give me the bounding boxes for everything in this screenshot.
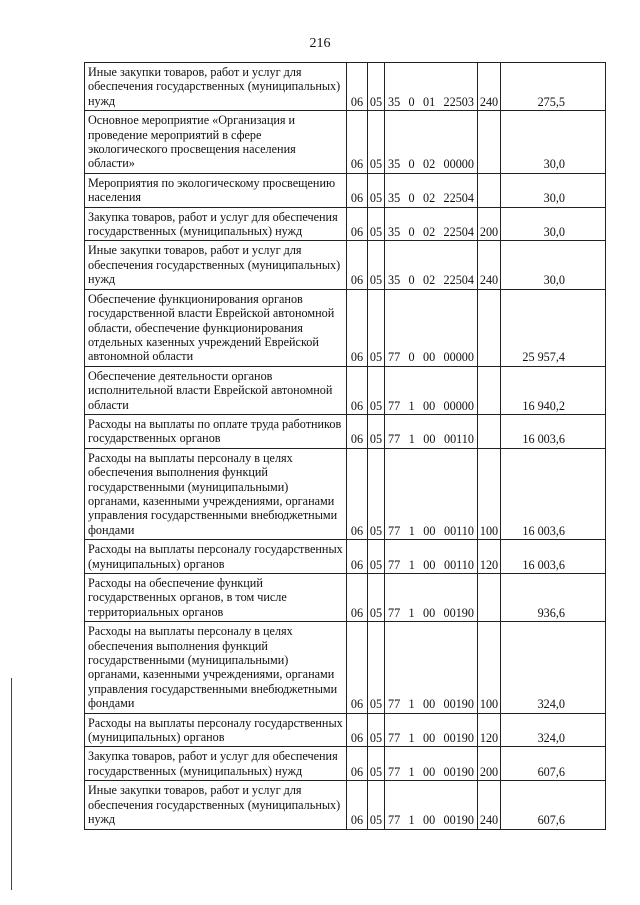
row-name: Иные закупки товаров, работ и услуг для обеспечения государственных (муниципальных) нужд [85,241,347,289]
row-csr [385,289,478,366]
row-name: Основное мероприятие «Организация и проведение мероприятий в сфере экологического просвещения населения области» [85,111,347,174]
row-rz: 06 [347,747,368,781]
row-vr [478,366,501,414]
csr-part: 00000 [443,398,474,413]
row-csr [385,366,478,414]
row-csr [385,747,478,781]
row-csr [385,622,478,713]
row-vr: 100 [478,448,501,539]
csr-part: 1 [408,523,415,538]
row-rz: 06 [347,63,368,111]
row-pr: 05 [368,414,385,448]
csr-parts [386,697,476,711]
row-sum: 324,0 [501,622,606,713]
csr-parts [386,157,476,171]
row-rz: 06 [347,366,368,414]
table-body [85,63,606,830]
row-pr: 05 [368,63,385,111]
table-row [85,207,606,241]
csr-parts [386,191,476,205]
row-name: Закупка товаров, работ и услуг для обеспечения государственных (муниципальных) нужд [85,747,347,781]
row-csr [385,207,478,241]
row-name: Расходы на выплаты персоналу в целях обеспечения выполнения функций государственными (муниципальными) органами, казенными учреждениями, органами управления государственными внебюджетными фондами [85,448,347,539]
csr-part: 1 [408,764,415,779]
csr-parts [386,225,476,239]
csr-part: 00 [422,731,436,746]
margin-line [11,678,12,890]
row-rz: 06 [347,622,368,713]
row-rz: 06 [347,207,368,241]
row-pr: 05 [368,540,385,574]
csr-part: 02 [422,191,436,206]
csr-part: 00 [422,697,436,712]
csr-part: 00000 [443,157,474,172]
csr-part: 00190 [443,605,474,620]
csr-part: 00190 [443,697,474,712]
csr-part: 02 [422,225,436,240]
csr-part: 00190 [443,764,474,779]
row-sum: 16 003,6 [501,448,606,539]
csr-part: 22504 [443,191,474,206]
row-csr [385,781,478,829]
csr-part: 77 [388,557,401,572]
table-row [85,366,606,414]
csr-part: 1 [408,605,415,620]
table-row [85,173,606,207]
row-csr [385,63,478,111]
row-sum: 324,0 [501,713,606,747]
row-vr: 240 [478,781,501,829]
csr-part: 35 [388,191,401,206]
csr-part: 77 [388,731,401,746]
table-row [85,289,606,366]
row-name: Расходы на выплаты персоналу государственных (муниципальных) органов [85,540,347,574]
table-row [85,111,606,174]
row-sum: 16 003,6 [501,540,606,574]
csr-parts [386,350,476,364]
csr-part: 0 [408,273,415,288]
row-csr [385,713,478,747]
csr-part: 35 [388,94,401,109]
row-rz: 06 [347,574,368,622]
budget-table [84,62,606,830]
table-row [85,574,606,622]
csr-part: 01 [422,94,436,109]
row-name: Обеспечение деятельности органов исполнительной власти Еврейской автономной области [85,366,347,414]
csr-part: 77 [388,813,401,828]
row-csr [385,414,478,448]
row-vr: 240 [478,241,501,289]
row-pr: 05 [368,241,385,289]
row-vr: 120 [478,713,501,747]
csr-part: 00110 [443,557,474,572]
csr-part: 35 [388,157,401,172]
row-name: Обеспечение функционирования органов государственной власти Еврейской автономной области, обеспечение функционирования отдельных казенных учреждений Еврейской автономной области [85,289,347,366]
row-csr [385,540,478,574]
csr-part: 22504 [443,273,474,288]
row-csr [385,241,478,289]
row-rz: 06 [347,111,368,174]
csr-part: 1 [408,557,415,572]
csr-part: 00 [423,557,436,572]
row-rz: 06 [347,173,368,207]
csr-parts [386,432,476,446]
table-row [85,781,606,829]
csr-part: 1 [408,731,415,746]
csr-parts [386,731,476,745]
row-pr: 05 [368,781,385,829]
csr-parts [386,606,476,620]
row-name: Расходы на обеспечение функций государственных органов, в том числе территориальных органов [85,574,347,622]
row-sum: 275,5 [501,63,606,111]
csr-part: 00 [423,523,436,538]
row-pr: 05 [368,207,385,241]
csr-part: 0 [408,94,415,109]
csr-part: 00190 [443,813,474,828]
csr-part: 1 [408,432,415,447]
csr-part: 77 [388,523,401,538]
row-rz: 06 [347,781,368,829]
row-csr [385,111,478,174]
row-csr [385,448,478,539]
csr-part: 00000 [443,350,474,365]
row-vr: 240 [478,63,501,111]
csr-part: 0 [408,157,415,172]
row-sum: 30,0 [501,207,606,241]
table-row [85,713,606,747]
csr-part: 22504 [443,225,474,240]
row-pr: 05 [368,622,385,713]
row-rz: 06 [347,448,368,539]
row-pr: 05 [368,448,385,539]
csr-part: 77 [388,697,401,712]
row-pr: 05 [368,173,385,207]
row-rz: 06 [347,289,368,366]
row-rz: 06 [347,414,368,448]
csr-part: 02 [422,157,436,172]
csr-part: 00 [422,764,436,779]
csr-part: 00 [422,813,436,828]
row-vr [478,111,501,174]
csr-parts [386,95,476,109]
row-name: Расходы на выплаты персоналу в целях обеспечения выполнения функций государственными (муниципальными) органами, казенными учреждениями, органами управления государственными внебюджетными фондами [85,622,347,713]
csr-part: 00 [422,398,436,413]
row-sum: 936,6 [501,574,606,622]
row-pr: 05 [368,366,385,414]
row-pr: 05 [368,574,385,622]
csr-part: 77 [388,350,401,365]
csr-parts [386,524,476,538]
row-csr [385,574,478,622]
csr-part: 02 [422,273,436,288]
row-pr: 05 [368,111,385,174]
table-row [85,414,606,448]
row-sum: 30,0 [501,111,606,174]
table-row [85,747,606,781]
csr-part: 0 [408,225,415,240]
csr-part: 0 [408,191,415,206]
row-vr: 120 [478,540,501,574]
csr-part: 0 [408,350,415,365]
row-name: Иные закупки товаров, работ и услуг для обеспечения государственных (муниципальных) нужд [85,781,347,829]
table-row [85,540,606,574]
csr-part: 00190 [443,731,474,746]
row-rz: 06 [347,540,368,574]
row-name: Иные закупки товаров, работ и услуг для обеспечения государственных (муниципальных) нужд [85,63,347,111]
csr-part: 77 [388,398,401,413]
csr-part: 22503 [443,94,474,109]
csr-part: 35 [388,273,401,288]
row-sum: 16 003,6 [501,414,606,448]
csr-parts [386,813,476,827]
row-rz: 06 [347,241,368,289]
row-vr [478,173,501,207]
row-sum: 16 940,2 [501,366,606,414]
csr-part: 77 [388,432,401,447]
csr-part: 77 [388,764,401,779]
csr-parts [386,273,476,287]
row-sum: 25 957,4 [501,289,606,366]
csr-part: 00 [422,605,436,620]
table-row [85,622,606,713]
csr-part: 1 [408,697,415,712]
row-name: Мероприятия по экологическому просвещению населения [85,173,347,207]
row-sum: 30,0 [501,241,606,289]
row-vr [478,574,501,622]
row-vr: 100 [478,622,501,713]
csr-part: 1 [408,813,415,828]
csr-part: 00110 [443,432,474,447]
csr-part: 35 [388,225,401,240]
csr-part: 77 [388,605,401,620]
csr-part: 1 [408,398,415,413]
table-row [85,448,606,539]
table-row [85,63,606,111]
table-row [85,241,606,289]
page-number: 216 [309,36,331,51]
row-pr: 05 [368,289,385,366]
row-pr: 05 [368,747,385,781]
row-vr: 200 [478,207,501,241]
row-sum: 30,0 [501,173,606,207]
row-vr: 200 [478,747,501,781]
csr-parts [386,558,476,572]
row-vr [478,289,501,366]
csr-parts [386,399,476,413]
row-vr [478,414,501,448]
row-rz: 06 [347,713,368,747]
row-sum: 607,6 [501,747,606,781]
row-sum: 607,6 [501,781,606,829]
csr-parts [386,765,476,779]
row-name: Закупка товаров, работ и услуг для обеспечения государственных (муниципальных) нужд [85,207,347,241]
csr-part: 00110 [443,523,474,538]
row-name: Расходы на выплаты по оплате труда работников государственных органов [85,414,347,448]
row-name: Расходы на выплаты персоналу государственных (муниципальных) органов [85,713,347,747]
csr-part: 00 [423,432,436,447]
row-pr: 05 [368,713,385,747]
row-csr [385,173,478,207]
csr-part: 00 [422,350,436,365]
